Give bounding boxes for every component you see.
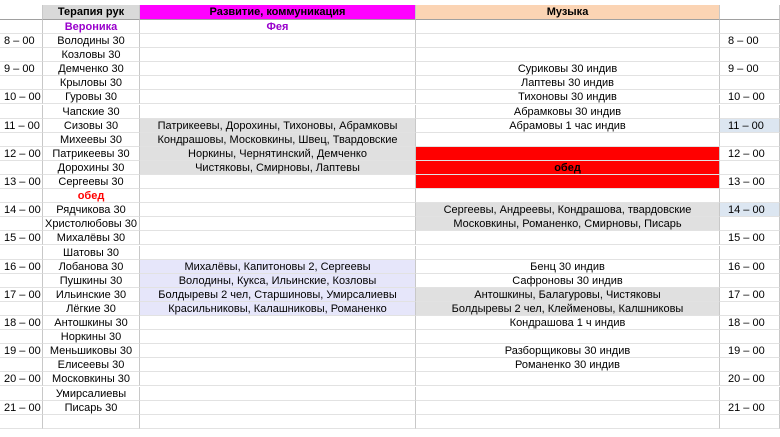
- cell-ruk[interactable]: Рядчикова 30: [43, 203, 140, 217]
- cell-time2[interactable]: [720, 76, 780, 90]
- subheader-cell-time2[interactable]: [720, 20, 780, 34]
- cell-razv[interactable]: [140, 330, 416, 344]
- cell-muz[interactable]: Романенко 30 индив: [416, 358, 720, 372]
- header-row: [0, 5, 780, 19]
- cell-ruk[interactable]: Христолюбовы 30: [43, 217, 140, 231]
- header-cell-time[interactable]: [0, 5, 43, 20]
- cell-time2[interactable]: 13 – 00: [720, 175, 780, 189]
- cell-time2[interactable]: [720, 48, 780, 62]
- cell-ruk[interactable]: Меньшиковы 30: [43, 344, 140, 358]
- cell-muz[interactable]: [416, 246, 720, 260]
- cell-ruk[interactable]: Лёгкие 30: [43, 302, 140, 316]
- cell-muz[interactable]: [416, 147, 720, 161]
- cell-ruk[interactable]: Московкины 30: [43, 372, 140, 386]
- cell-time[interactable]: 17 – 00: [0, 288, 43, 302]
- cell-muz[interactable]: Московкины, Романенко, Смирновы, Писарь: [416, 217, 720, 231]
- table-row: [0, 246, 780, 260]
- cell-muz[interactable]: [416, 401, 720, 415]
- cell-razv[interactable]: Красильниковы, Калашниковы, Романенко: [140, 302, 416, 316]
- cell-ruk[interactable]: Антошкины 30: [43, 316, 140, 330]
- cell-muz[interactable]: Антошкины, Балагуровы, Чистяковы: [416, 288, 720, 302]
- cell-time[interactable]: [0, 274, 43, 288]
- cell-muz[interactable]: Разборщиковы 30 индив: [416, 344, 720, 358]
- table-row: [0, 330, 780, 344]
- cell-ruk[interactable]: Демченко 30: [43, 62, 140, 76]
- cell-time2[interactable]: [720, 217, 780, 231]
- cell-ruk[interactable]: [43, 415, 140, 429]
- cell-time2[interactable]: 21 – 00: [720, 401, 780, 415]
- cell-time2[interactable]: [720, 274, 780, 288]
- cell-razv[interactable]: Михалёвы, Капитоновы 2, Сергеевы: [140, 260, 416, 274]
- table-row: [0, 231, 780, 245]
- cell-muz[interactable]: [416, 415, 720, 429]
- cell-muz[interactable]: Лаптевы 30 индив: [416, 76, 720, 90]
- cell-razv[interactable]: [140, 203, 416, 217]
- cell-time2[interactable]: 8 – 00: [720, 34, 780, 48]
- table-row: [0, 316, 780, 330]
- cell-time[interactable]: 15 – 00: [0, 231, 43, 245]
- cell-ruk[interactable]: Ильинские 30: [43, 288, 140, 302]
- header-cell-razv[interactable]: Развитие, коммуникация: [140, 5, 416, 20]
- cell-time[interactable]: 19 – 00: [0, 344, 43, 358]
- table-row: [0, 105, 780, 119]
- header-cell-ruk[interactable]: Терапия рук: [43, 5, 140, 20]
- cell-ruk[interactable]: Пушкины 30: [43, 274, 140, 288]
- cell-time[interactable]: 16 – 00: [0, 260, 43, 274]
- cell-muz[interactable]: Тихоновы 30 индив: [416, 90, 720, 104]
- cell-ruk[interactable]: обед: [43, 189, 140, 203]
- cell-razv[interactable]: [140, 387, 416, 401]
- cell-time[interactable]: 14 – 00: [0, 203, 43, 217]
- cell-razv[interactable]: Чистяковы, Смирновы, Лаптевы: [140, 161, 416, 175]
- header-cell-muz[interactable]: Музыка: [416, 5, 720, 20]
- table-row: [0, 48, 780, 62]
- cell-time2[interactable]: 19 – 00: [720, 344, 780, 358]
- cell-razv[interactable]: [140, 105, 416, 119]
- cell-ruk[interactable]: Михеевы 30: [43, 133, 140, 147]
- cell-time2[interactable]: [720, 189, 780, 203]
- cell-ruk[interactable]: Елисеевы 30: [43, 358, 140, 372]
- cell-ruk[interactable]: Лобанова 30: [43, 260, 140, 274]
- cell-razv[interactable]: [140, 175, 416, 189]
- table-row: [0, 147, 780, 161]
- cell-time[interactable]: 10 – 00: [0, 90, 43, 104]
- cell-time[interactable]: 18 – 00: [0, 316, 43, 330]
- cell-time2[interactable]: [720, 330, 780, 344]
- cell-ruk[interactable]: Шатовы 30: [43, 246, 140, 260]
- cell-time[interactable]: [0, 415, 43, 429]
- cell-razv[interactable]: Норкины, Чернятинский, Демченко: [140, 147, 416, 161]
- cell-time[interactable]: 21 – 00: [0, 401, 43, 415]
- cell-razv[interactable]: [140, 48, 416, 62]
- cell-time[interactable]: 12 – 00: [0, 147, 43, 161]
- subheader-cell-razv[interactable]: Фея: [140, 20, 416, 34]
- cell-muz[interactable]: [416, 189, 720, 203]
- cell-time2[interactable]: 11 – 00: [720, 119, 780, 133]
- cell-muz[interactable]: Болдыревы 2 чел, Клейменовы, Калшниковы: [416, 302, 720, 316]
- cell-time[interactable]: 9 – 00: [0, 62, 43, 76]
- cell-razv[interactable]: [140, 90, 416, 104]
- cell-time2[interactable]: [720, 415, 780, 429]
- cell-time2[interactable]: 18 – 00: [720, 316, 780, 330]
- table-row: [0, 260, 780, 274]
- table-row: [0, 133, 780, 147]
- subheader-row: [0, 20, 780, 34]
- cell-time2[interactable]: 9 – 00: [720, 62, 780, 76]
- cell-razv[interactable]: Кондрашовы, Московкины, Швец, Твардовские: [140, 133, 416, 147]
- cell-time[interactable]: [0, 387, 43, 401]
- cell-muz[interactable]: Сафроновы 30 индив: [416, 274, 720, 288]
- subheader-cell-time[interactable]: [0, 20, 43, 34]
- cell-time2[interactable]: 20 – 00: [720, 372, 780, 386]
- table-row: [0, 175, 780, 189]
- cell-time[interactable]: [0, 48, 43, 62]
- cell-time2[interactable]: 17 – 00: [720, 288, 780, 302]
- cell-time[interactable]: [0, 161, 43, 175]
- cell-muz[interactable]: [416, 372, 720, 386]
- table-row: [0, 90, 780, 104]
- cell-time2[interactable]: [720, 161, 780, 175]
- table-row: [0, 161, 780, 175]
- cell-time2[interactable]: 16 – 00: [720, 260, 780, 274]
- cell-ruk[interactable]: Чапские 30: [43, 105, 140, 119]
- cell-razv[interactable]: [140, 344, 416, 358]
- cell-ruk[interactable]: Гуровы 30: [43, 90, 140, 104]
- table-row: [0, 288, 780, 302]
- cell-ruk[interactable]: Норкины 30: [43, 330, 140, 344]
- table-row: [0, 401, 780, 415]
- cell-time[interactable]: 13 – 00: [0, 175, 43, 189]
- cell-time[interactable]: 20 – 00: [0, 372, 43, 386]
- cell-time2[interactable]: [720, 133, 780, 147]
- cell-razv[interactable]: [140, 76, 416, 90]
- cell-time2[interactable]: [720, 387, 780, 401]
- cell-ruk[interactable]: Сизовы 30: [43, 119, 140, 133]
- cell-muz[interactable]: [416, 48, 720, 62]
- cell-muz[interactable]: обед: [416, 161, 720, 175]
- table-row: [0, 62, 780, 76]
- table-row: [0, 302, 780, 316]
- cell-time[interactable]: [0, 189, 43, 203]
- cell-time2[interactable]: [720, 302, 780, 316]
- cell-muz[interactable]: Суриковы 30 индив: [416, 62, 720, 76]
- cell-time2[interactable]: [720, 246, 780, 260]
- cell-razv[interactable]: [140, 246, 416, 260]
- cell-time[interactable]: [0, 358, 43, 372]
- cell-razv[interactable]: [140, 34, 416, 48]
- cell-time[interactable]: [0, 330, 43, 344]
- table-row: [0, 119, 780, 133]
- cell-razv[interactable]: [140, 62, 416, 76]
- cell-muz[interactable]: [416, 330, 720, 344]
- cell-ruk[interactable]: Михалёвы 30: [43, 231, 140, 245]
- table-row: [0, 76, 780, 90]
- cell-razv[interactable]: [140, 231, 416, 245]
- cell-razv[interactable]: [140, 217, 416, 231]
- cell-razv[interactable]: [140, 358, 416, 372]
- cell-time2[interactable]: 10 – 00: [720, 90, 780, 104]
- cell-muz[interactable]: [416, 34, 720, 48]
- table-row: [0, 217, 780, 231]
- cell-time2[interactable]: [720, 105, 780, 119]
- cell-ruk[interactable]: Дорохины 30: [43, 161, 140, 175]
- cell-ruk[interactable]: Володины 30: [43, 34, 140, 48]
- table-row: [0, 344, 780, 358]
- cell-ruk[interactable]: Патрикеевы 30: [43, 147, 140, 161]
- cell-time2[interactable]: 14 – 00: [720, 203, 780, 217]
- table-row: [0, 387, 780, 401]
- cell-razv[interactable]: Володины, Кукса, Ильинские, Козловы: [140, 274, 416, 288]
- cell-muz[interactable]: Абрамковы 30 индив: [416, 105, 720, 119]
- cell-razv[interactable]: [140, 415, 416, 429]
- cell-time2[interactable]: 12 – 00: [720, 147, 780, 161]
- cell-muz[interactable]: [416, 231, 720, 245]
- cell-time[interactable]: 11 – 00: [0, 119, 43, 133]
- cell-razv[interactable]: [140, 316, 416, 330]
- cell-muz[interactable]: Абрамовы 1 час индив: [416, 119, 720, 133]
- cell-razv[interactable]: Патрикеевы, Дорохины, Тихоновы, Абрамковы: [140, 119, 416, 133]
- cell-ruk[interactable]: Крыловы 30: [43, 76, 140, 90]
- table-row: [0, 274, 780, 288]
- table-row: [0, 34, 780, 48]
- cell-time[interactable]: [0, 217, 43, 231]
- cell-razv[interactable]: [140, 189, 416, 203]
- cell-ruk[interactable]: Писарь 30: [43, 401, 140, 415]
- cell-time[interactable]: [0, 246, 43, 260]
- cell-time2[interactable]: [720, 358, 780, 372]
- cell-muz[interactable]: Бенц 30 индив: [416, 260, 720, 274]
- table-row: [0, 189, 780, 203]
- cell-razv[interactable]: Болдыревы 2 чел, Старшиновы, Умирсалиевы: [140, 288, 416, 302]
- cell-razv[interactable]: [140, 401, 416, 415]
- cell-muz[interactable]: [416, 387, 720, 401]
- cell-time[interactable]: 8 – 00: [0, 34, 43, 48]
- cell-time[interactable]: [0, 302, 43, 316]
- header-cell-time2[interactable]: [720, 5, 780, 20]
- cell-ruk[interactable]: Козловы 30: [43, 48, 140, 62]
- table-row: [0, 415, 780, 429]
- cell-muz[interactable]: [416, 133, 720, 147]
- cell-time[interactable]: [0, 133, 43, 147]
- cell-muz[interactable]: Кондрашова 1 ч индив: [416, 316, 720, 330]
- cell-time[interactable]: [0, 76, 43, 90]
- cell-time[interactable]: [0, 105, 43, 119]
- table-row: [0, 372, 780, 386]
- table-row: [0, 358, 780, 372]
- cell-razv[interactable]: [140, 372, 416, 386]
- table-row: [0, 203, 780, 217]
- subheader-cell-ruk[interactable]: Вероника: [43, 20, 140, 34]
- cell-muz[interactable]: Сергеевы, Андреевы, Кондрашова, твардовские: [416, 203, 720, 217]
- cell-ruk[interactable]: Умирсалиевы: [43, 387, 140, 401]
- cell-time2[interactable]: 15 – 00: [720, 231, 780, 245]
- subheader-cell-muz[interactable]: [416, 20, 720, 34]
- cell-ruk[interactable]: Сергеевы 30: [43, 175, 140, 189]
- cell-muz[interactable]: [416, 175, 720, 189]
